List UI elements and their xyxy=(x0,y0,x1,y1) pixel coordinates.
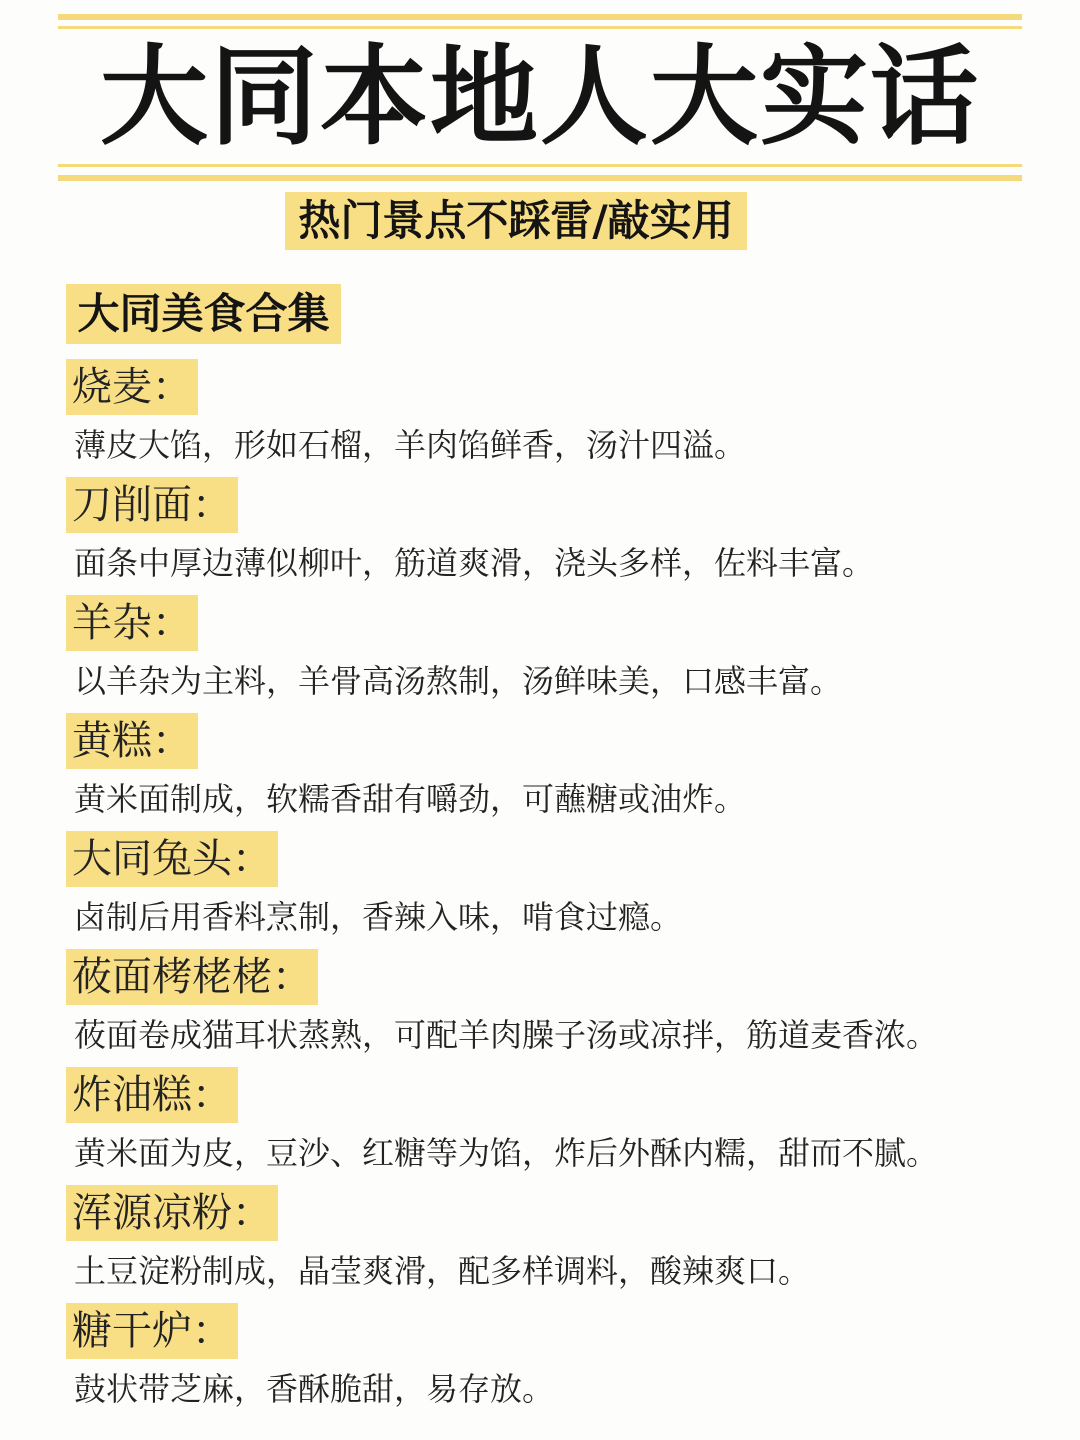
title-rule-top-inner xyxy=(58,26,1022,29)
food-description: 土豆淀粉制成，晶莹爽滑，配多样调料，酸辣爽口。 xyxy=(74,1252,811,1290)
food-item xyxy=(66,1067,1026,1185)
food-name: 羊杂： xyxy=(66,595,198,651)
food-name: 大同兔头： xyxy=(66,831,278,887)
food-item xyxy=(66,477,1026,595)
food-name: 莜面栲栳栳： xyxy=(66,949,318,1005)
food-description: 以羊杂为主料，羊骨高汤熬制，汤鲜味美，口感丰富。 xyxy=(74,662,843,700)
food-item xyxy=(66,831,1026,949)
food-description: 黄米面制成，软糯香甜有嚼劲，可蘸糖或油炸。 xyxy=(74,780,747,818)
food-description: 面条中厚边薄似柳叶，筋道爽滑，浇头多样，佐料丰富。 xyxy=(74,544,875,582)
food-description: 薄皮大馅，形如石榴，羊肉馅鲜香，汤汁四溢。 xyxy=(74,426,747,464)
food-description: 鼓状带芝麻，香酥脆甜，易存放。 xyxy=(74,1370,555,1408)
food-name: 烧麦： xyxy=(66,359,198,415)
food-item xyxy=(66,949,1026,1067)
food-description: 卤制后用香料烹制，香辣入味，啃食过瘾。 xyxy=(74,898,683,936)
title-rule-top xyxy=(58,14,1022,20)
food-item xyxy=(66,359,1026,477)
food-name: 刀削面： xyxy=(66,477,238,533)
food-item xyxy=(66,713,1026,831)
food-item xyxy=(66,1185,1026,1303)
title-banner xyxy=(58,14,1022,182)
food-description: 黄米面为皮，豆沙、红糖等为馅，炸后外酥内糯，甜而不腻。 xyxy=(74,1134,939,1172)
food-item xyxy=(66,1303,1026,1421)
title-rule-bottom-inner xyxy=(58,164,1022,167)
page-title: 大同本地人大实话 xyxy=(99,35,980,160)
section-title: 大同美食合集 xyxy=(66,284,341,344)
food-description: 莜面卷成猫耳状蒸熟，可配羊肉臊子汤或凉拌，筋道麦香浓。 xyxy=(74,1016,939,1054)
food-list xyxy=(66,359,1026,1421)
food-name: 黄糕： xyxy=(66,713,198,769)
food-name: 炸油糕： xyxy=(66,1067,238,1123)
title-rule-bottom xyxy=(58,175,1022,181)
food-item xyxy=(66,595,1026,713)
page-subtitle: 热门景点不踩雷/敲实用 xyxy=(285,192,747,250)
food-name: 浑源凉粉： xyxy=(66,1185,278,1241)
food-name: 糖干炉： xyxy=(66,1303,238,1359)
